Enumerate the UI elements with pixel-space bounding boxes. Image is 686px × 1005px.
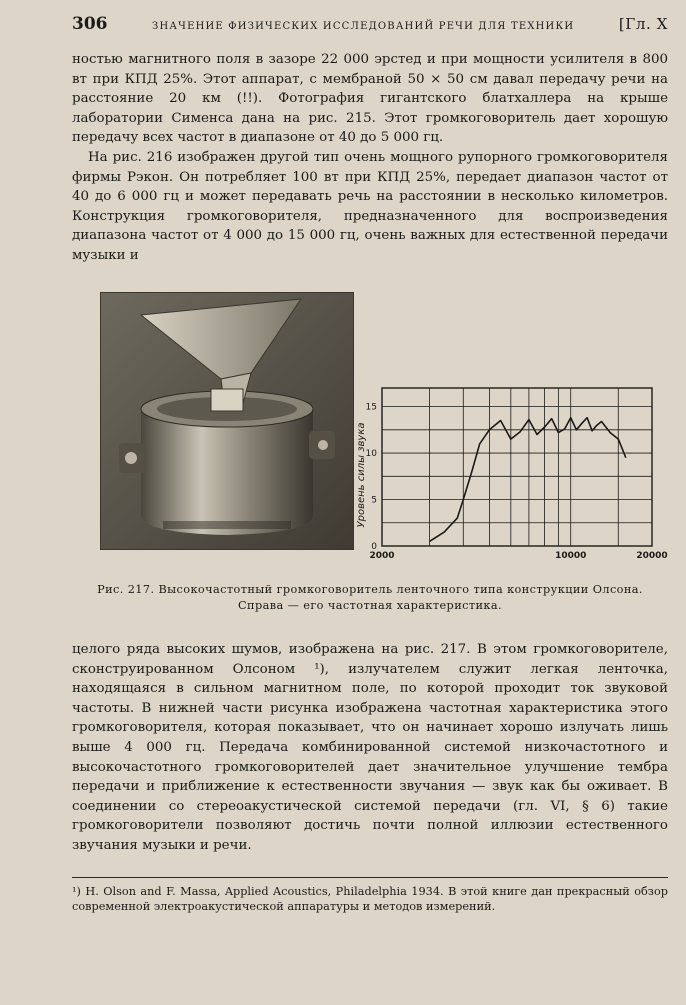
running-title: ЗНАЧЕНИЕ ФИЗИЧЕСКИХ ИССЛЕДОВАНИЙ РЕЧИ ДЛЯ ТЕХНИКИ	[152, 21, 575, 32]
loudspeaker-illustration	[101, 293, 353, 549]
caption-line: Справа — его частотная характеристика.	[237, 599, 503, 612]
paragraph: целого ряда высоких шумов, изображена на рис. 217. В этом громкоговорителе, сконструированном Олсоном ¹), излучателем служит легкая ленточка, находящаяся в сильном магнитном поле, по которой проходит ток звуковой частоты. В нижней части рисунка изображена частотная характеристика этого громкоговорителя, которая показывает, что он начинает хорошо излучать лишь выше 4 000 гц. Передача комбинированной системой низкочастотного и высокочастотного громкоговорителей дает значительное улучшение тембра передачи и приближение к естественности звучания — звук как бы оживает. В соединении со стереоакустической системой передачи (гл. VI, § 6) такие громкоговорители позволяют достичь почти полной иллюзии естественного звучания музыки и речи.	[72, 642, 668, 853]
x-tick-label: 2000	[369, 551, 395, 561]
caption-line: Рис. 217. Высокочастотный громкоговоритель ленточного типа конструкции Олсона.	[97, 583, 643, 596]
chart-frame	[382, 388, 652, 546]
y-tick-label: 10	[365, 449, 377, 460]
y-tick-label: 15	[365, 402, 377, 413]
footnote-rule	[72, 877, 668, 878]
paragraph: ностью магнитного поля в зазоре 22 000 эрстед и при мощности усилителя в 800 вт при КПД 25%. Этот аппарат, с мембраной 50 × 50 см давал передачу речи на расстояние 20 км (!!). Фотография гигантского блатхаллера на крыше лаборатории Сименса дана на рис. 215. Этот громкоговоритель дает хорошую передачу всех частот в диапазоне от 40 до 5 000 гц.	[72, 52, 668, 146]
chart-grid	[382, 388, 652, 546]
footnote: ¹) H. Olson and F. Massa, Applied Acoustics, Philadelphia 1934. В этой книге дан прекрасный обзор современной электроакустической аппаратуры и методов измерений.	[72, 885, 668, 913]
page-number: 306	[72, 14, 108, 34]
y-tick-label: 5	[371, 495, 377, 506]
running-head	[72, 14, 668, 40]
chart-tick-labels	[366, 403, 668, 561]
figure-caption	[72, 582, 668, 614]
x-tick-label: 20000	[636, 551, 668, 561]
chapter-marker: [Гл. X	[618, 15, 668, 33]
loudspeaker-photo	[100, 292, 354, 550]
chart-y-axis-label: Уровень силы звука	[356, 422, 367, 528]
chart-axes	[382, 388, 652, 546]
y-tick-label: 0	[371, 542, 377, 552]
frequency-response-chart	[352, 380, 668, 570]
x-tick-label: 10000	[555, 551, 587, 561]
top-text-block	[72, 50, 668, 266]
paragraph: На рис. 216 изображен другой тип очень мощного рупорного громкоговорителя фирмы Рэкон. Он потребляет 100 вт при КПД 25%, передает диапазон частот от 40 до 6 000 гц и может передавать речь на расстоянии в несколько километров. Конструкция громкоговорителя, предназначенного для воспроизведения диапазона частот от 4 000 до 15 000 гц, очень важных для естественной передачи музыки и	[72, 149, 668, 263]
bottom-text-block	[72, 640, 668, 856]
